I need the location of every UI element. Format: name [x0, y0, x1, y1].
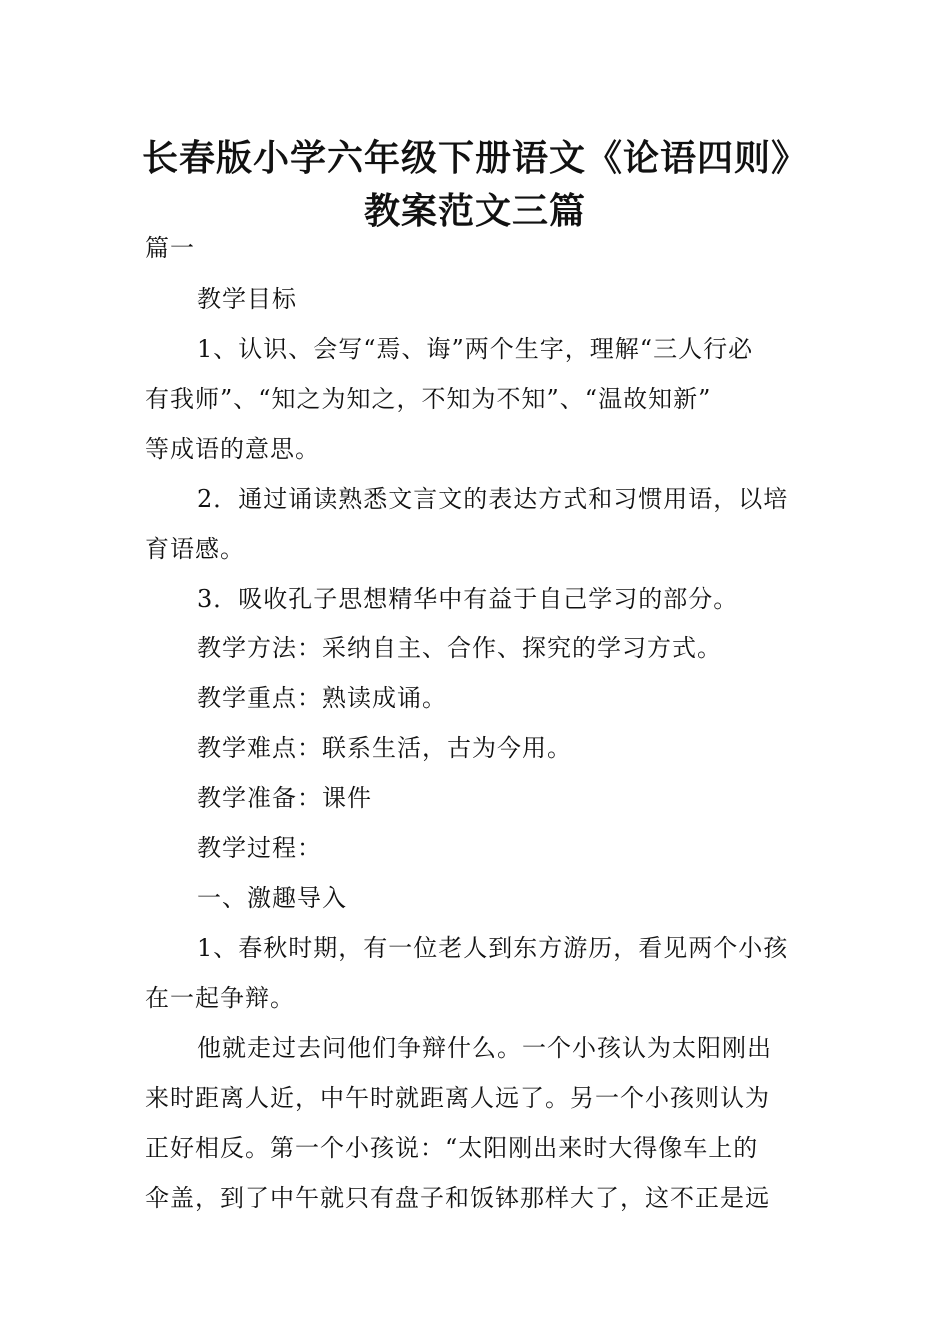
paragraph-line: 教学过程： [197, 834, 322, 862]
section-heading: 篇一 [145, 234, 195, 262]
paragraph-line: 3．吸收孔子思想精华中有益于自己学习的部分。 [197, 585, 739, 613]
paragraph-line: 一、激趣导入 [197, 884, 347, 912]
paragraph-line: 有我师”、“知之为知之，不知为不知”、“温故知新” [145, 385, 712, 413]
document-title-line1: 长春版小学六年级下册语文《论语四则》 [141, 138, 808, 179]
paragraph-line: 教学重点：熟读成诵。 [197, 684, 447, 712]
document-title-line2: 教案范文三篇 [363, 191, 586, 232]
paragraph-line: 等成语的意思。 [145, 435, 320, 463]
paragraph-line: 在一起争辩。 [145, 984, 295, 1012]
paragraph-line: 1、春秋时期，有一位老人到东方游历，看见两个小孩 [197, 934, 789, 962]
paragraph-line: 教学难点：联系生活，古为今用。 [197, 734, 572, 762]
paragraph-line: 正好相反。第一个小孩说：“太阳刚出来时大得像车上的 [145, 1134, 759, 1162]
paragraph-line: 伞盖，到了中午就只有盘子和饭钵那样大了，这不正是远 [145, 1184, 770, 1212]
paragraph-line: 教学方法：采纳自主、合作、探究的学习方式。 [197, 634, 722, 662]
paragraph-line: 教学准备：课件 [197, 784, 372, 812]
paragraph-line: 来时距离人近，中午时就距离人远了。另一个小孩则认为 [145, 1084, 770, 1112]
paragraph-line: 他就走过去问他们争辩什么。一个小孩认为太阳刚出 [197, 1034, 772, 1062]
paragraph-line: 教学目标 [197, 285, 297, 313]
paragraph-line: 育语感。 [145, 535, 245, 563]
paragraph-line: 2．通过诵读熟悉文言文的表达方式和习惯用语，以培 [197, 485, 789, 513]
paragraph-line: 1、认识、会写“焉、诲”两个生字，理解“三人行必 [197, 335, 754, 363]
